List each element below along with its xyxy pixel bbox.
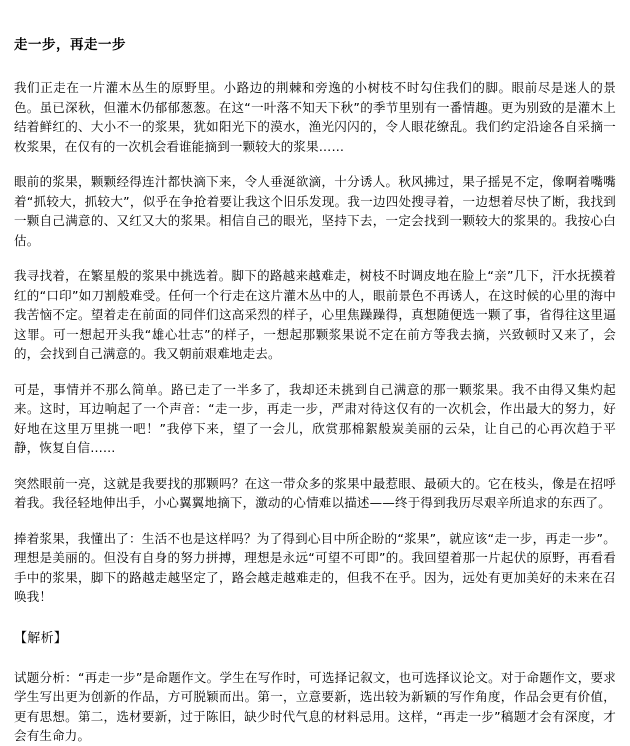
body-paragraph: 眼前的浆果，颗颗经得连汁都快滴下来，令人垂涎欲滴，十分诱人。秋风拂过，果子摇晃不定，像啊着嘴嘴着“抓较大，抓较大”，似乎在争抢着要让我这个旧乐发现。我一边四处搜寻着，一边想着尽快了断，我找到一颗自己满意的、又红又大的浆果。相信自己的眼光，坚持下去，一定会找到一颗较大的浆果的。我按心白估。: [14, 174, 616, 248]
analysis-heading: 【解析】: [14, 630, 68, 646]
body-paragraph: 可是，事情并不那么简单。路已走了一半多了，我却还未挑到自己满意的那一颗浆果。我不由得又集灼起来。这时，耳边响起了一个声音：“走一步，再走一步，严肃对待这仅有的一次机会，作出最大的努力，好好地在这里万里挑一吧！”我停下来，望了一会儿，欣赏那棉絮般炭美丽的云朵，让自己的心再次趋于平静，恢复自信……: [14, 381, 616, 455]
page-title: 走一步，再走一步: [14, 37, 126, 53]
body-paragraph: 突然眼前一亮，这就是我要找的那颗吗？在这一带众多的浆果中最惹眼、最硕大的。它在枝头，像是在招呼着我。我径轻地伸出手，小心翼翼地摘下，激动的心情难以描述——终于得到我历尽艰辛所追求的东西了。: [14, 475, 616, 510]
body-paragraph: 捧着浆果，我懂出了：生活不也是这样吗？为了得到心目中所企盼的“浆果”，就应该“走一步，再走一步”。理想是美丽的。但没有自身的努力拼搏，理想是永远“可望不可即”的。我回望着那一片起伏的原野，再看看手中的浆果，脚下的路越走越坚定了，路会越走越难走的，但我不在乎。因为，远处有更加美好的未来在召唤我！: [14, 530, 616, 604]
body-paragraph: 我寻找着，在繁星般的浆果中挑选着。脚下的路越来越难走，树枝不时调皮地在脸上“亲”几下，汗水抚摸着红的“口印”如刀割般难受。任何一个行走在这片灌木丛中的人，眼前景色不再诱人，在这时候的心里的海中我苦恼不定。望着走在前面的同伴们这高采烈的样子，心里焦躁躁得，真想随便选一颗了事，省得往这里逼这罪。可一想起开头我“雄心壮志”的样子，一想起那颗浆果说不定在前方等我去摘，兴致顿时又来了，会的，会找到自己满意的。我又朝前艰难地走去。: [14, 268, 616, 361]
body-paragraph: 我们正走在一片灌木丛生的原野里。小路边的荆棘和旁逸的小树枝不时勾住我们的脚。眼前尽是迷人的景色。虽已深秋，但灌木仍郁郁葱葱。在这“一叶落不知天下秋”的季节里别有一番情趣。更为别致的是灌木上结着鲜红的、大小不一的浆果，犹如阳光下的漠水，渔光闪闪的，令人眼花缭乱。我们约定沿途各自采摘一枚浆果，在仅有的一次机会看谁能摘到一颗较大的浆果……: [14, 80, 616, 154]
analysis-text: 试题分析：“再走一步”是命题作文。学生在写作时，可选择记叙文，也可选择议论文。对于命题作文，要求学生写出更为创新的作品，方可脱颖而出。第一，立意要新，选出较为新颖的写作角度，作品会更有价值，更有思想。第二，选材要新，过于陈旧，缺少时代气息的材料忌用。这样，“再走一步”稿题才会有深度，才会有生命力。: [14, 669, 616, 743]
